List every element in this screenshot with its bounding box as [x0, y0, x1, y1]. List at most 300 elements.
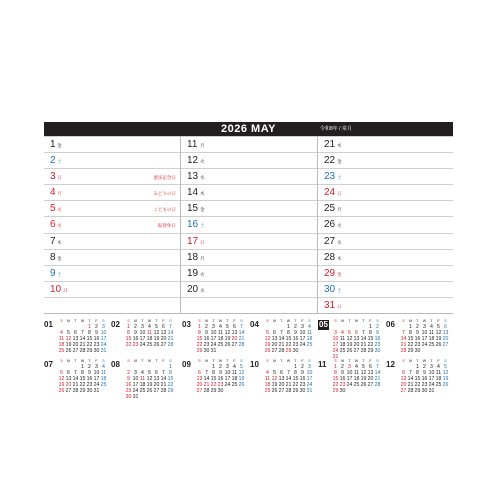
day-weekday: 土 [337, 287, 342, 293]
day-cell[interactable] [44, 136, 180, 152]
mini-day: 9 [127, 376, 130, 382]
mini-day: 13 [278, 376, 285, 382]
day-weekday: 日 [200, 239, 205, 245]
mini-day: 15 [367, 336, 374, 342]
mini-weekday-header: M [205, 319, 208, 323]
day-weekday: 土 [337, 175, 342, 181]
mini-weekday-header: F [95, 359, 98, 363]
day-cell[interactable] [44, 233, 180, 249]
mini-day: 14 [160, 376, 167, 382]
day-weekday: 金 [57, 143, 62, 148]
mini-day: 30 [217, 388, 224, 394]
mini-weekday-header: W [422, 359, 427, 363]
day-cell[interactable] [181, 136, 317, 152]
mini-day: 14 [360, 336, 367, 342]
holiday-label: 憲法記念日 [153, 175, 176, 181]
month-header [44, 122, 453, 136]
day-weekday: 金 [337, 271, 342, 277]
day-cell[interactable] [181, 216, 317, 232]
mini-day: 6 [273, 330, 276, 336]
mini-day: 25 [264, 388, 271, 394]
mini-day: 16 [125, 382, 132, 388]
mini-day: 15 [292, 376, 299, 382]
mini-day: 19 [264, 342, 271, 348]
mini-day: 8 [369, 330, 372, 336]
mini-day: 5 [226, 324, 229, 330]
mini-weekday-header: T [348, 359, 351, 363]
day-weekday: 金 [57, 255, 62, 261]
day-cell[interactable] [318, 281, 453, 297]
day-cell[interactable] [181, 184, 317, 200]
mini-day: 4 [148, 324, 151, 330]
mini-day: 20 [153, 382, 160, 388]
mini-day: 1 [287, 324, 290, 330]
mini-day: 13 [271, 336, 278, 342]
day-cell[interactable] [44, 152, 180, 168]
mini-day: 15 [196, 336, 203, 342]
day-cell[interactable] [44, 184, 180, 200]
mini-day: 19 [346, 342, 353, 348]
mini-day: 16 [93, 336, 100, 342]
mini-day: 16 [339, 376, 346, 382]
day-number: 26 [324, 219, 336, 231]
mini-weekday-header: F [233, 359, 236, 363]
day-weekday: 水 [200, 287, 205, 293]
day-cell[interactable] [318, 216, 453, 232]
day-cell[interactable] [44, 249, 180, 265]
mini-weekday-header: S [444, 359, 447, 363]
mini-day: 8 [88, 330, 91, 336]
mini-day: 14 [374, 370, 381, 376]
mini-weekday-header: S [402, 359, 405, 363]
mini-day: 19 [271, 382, 278, 388]
mini-day: 1 [88, 324, 91, 330]
day-weekday: 土 [200, 223, 205, 229]
mini-day: 3 [423, 324, 426, 330]
mini-weekday-header: T [74, 359, 77, 363]
mini-day: 30 [203, 348, 210, 354]
mini-day: 18 [146, 336, 153, 342]
mini-weekday-header: F [95, 319, 98, 323]
day-weekday: 火 [200, 271, 205, 277]
mini-weekday-header: T [294, 319, 297, 323]
mini-day: 22 [285, 342, 292, 348]
mini-weekday-header: T [416, 319, 419, 323]
mini-day: 17 [428, 376, 435, 382]
mini-day: 21 [285, 382, 292, 388]
mini-day: 27 [153, 388, 160, 394]
mini-day: 2 [134, 324, 137, 330]
mini-day: 25 [306, 342, 313, 348]
mini-day: 4 [437, 364, 440, 370]
mini-day: 17 [346, 376, 353, 382]
mini-day: 4 [430, 324, 433, 330]
mini-day: 3 [348, 364, 351, 370]
mini-month-label: 08 [111, 360, 120, 369]
mini-day: 5 [148, 370, 151, 376]
day-cell[interactable] [181, 281, 317, 297]
mini-day: 4 [341, 330, 344, 336]
day-number: 16 [187, 219, 199, 231]
mini-day: 24 [306, 382, 313, 388]
mini-day: 6 [355, 330, 358, 336]
mini-day: 8 [334, 370, 337, 376]
mini-day: 11 [435, 370, 442, 376]
mini-day: 23 [93, 342, 100, 348]
mini-weekday-header: T [348, 319, 351, 323]
mini-day: 2 [294, 324, 297, 330]
day-weekday: 木 [57, 239, 62, 245]
mini-day: 28 [285, 388, 292, 394]
mini-day: 9 [134, 330, 137, 336]
mini-day: 7 [376, 364, 379, 370]
mini-day: 24 [210, 342, 217, 348]
mini-day: 17 [93, 376, 100, 382]
mini-weekday-header: T [212, 319, 215, 323]
mini-day: 26 [435, 342, 442, 348]
day-cell[interactable] [181, 152, 317, 168]
mini-day: 18 [100, 376, 107, 382]
mini-weekday-header: M [273, 319, 276, 323]
day-weekday: 金 [200, 207, 205, 213]
mini-day: 5 [444, 364, 447, 370]
mini-day: 10 [428, 370, 435, 376]
mini-day: 16 [421, 376, 428, 382]
day-number: 13 [187, 171, 199, 183]
day-number: 30 [324, 283, 336, 295]
mini-day: 22 [167, 382, 174, 388]
mini-day: 30 [339, 388, 346, 394]
mini-day: 29 [367, 348, 374, 354]
mini-day: 3 [334, 330, 337, 336]
mini-day: 21 [79, 342, 86, 348]
mini-day: 24 [100, 342, 107, 348]
day-number: 24 [324, 187, 336, 199]
mini-weekday-header: F [301, 319, 304, 323]
mini-day: 20 [271, 342, 278, 348]
mini-day: 30 [292, 348, 299, 354]
mini-day: 1 [169, 364, 172, 370]
mini-day: 8 [409, 330, 412, 336]
mini-weekday-header: S [127, 359, 130, 363]
mini-weekday-header: F [437, 359, 440, 363]
mini-day: 3 [212, 324, 215, 330]
mini-day: 19 [435, 336, 442, 342]
mini-weekday-header: M [273, 359, 276, 363]
mini-day: 17 [332, 342, 339, 348]
day-cell[interactable] [318, 152, 453, 168]
mini-day: 9 [301, 370, 304, 376]
mini-day: 20 [72, 342, 79, 348]
mini-weekday-header: T [141, 359, 144, 363]
day-cell[interactable] [44, 200, 180, 216]
day-weekday: 火 [337, 223, 342, 229]
mini-month-08 [111, 358, 177, 404]
mini-weekday-header: S [60, 359, 63, 363]
mini-day: 5 [348, 330, 351, 336]
mini-day: 8 [294, 370, 297, 376]
day-cell[interactable] [181, 265, 317, 281]
mini-day: 2 [95, 324, 98, 330]
mini-day: 29 [79, 388, 86, 394]
mini-day: 9 [95, 330, 98, 336]
day-cell[interactable] [181, 200, 317, 216]
day-weekday: 水 [337, 239, 342, 245]
mini-day: 2 [205, 324, 208, 330]
mini-day: 27 [72, 348, 79, 354]
mini-day: 23 [414, 342, 421, 348]
mini-day: 8 [198, 330, 201, 336]
mini-day: 11 [231, 370, 238, 376]
day-cell[interactable] [181, 168, 317, 184]
mini-day: 21 [360, 342, 367, 348]
mini-day: 24 [421, 342, 428, 348]
day-cell[interactable] [44, 168, 180, 184]
mini-day: 30 [86, 388, 93, 394]
day-weekday: 木 [337, 255, 342, 261]
mini-day: 17 [421, 336, 428, 342]
mini-day: 10 [346, 370, 353, 376]
mini-weekday-header: M [67, 359, 70, 363]
mini-month-11 [318, 358, 384, 404]
mini-day: 23 [339, 382, 346, 388]
day-cell[interactable] [318, 136, 453, 152]
mini-day: 3 [226, 364, 229, 370]
mini-day: 10 [421, 330, 428, 336]
mini-day: 16 [374, 336, 381, 342]
mini-day: 16 [203, 336, 210, 342]
mini-day: 4 [60, 330, 63, 336]
mini-day: 2 [416, 324, 419, 330]
mini-day: 16 [299, 376, 306, 382]
mini-day: 2 [423, 364, 426, 370]
mini-day: 6 [74, 330, 77, 336]
mini-day: 11 [139, 376, 146, 382]
day-number: 28 [324, 251, 336, 263]
mini-day: 17 [100, 336, 107, 342]
mini-day: 19 [58, 382, 65, 388]
mini-day: 14 [238, 330, 245, 336]
mini-day: 29 [167, 388, 174, 394]
day-weekday: 日 [337, 191, 342, 197]
mini-weekday-header: F [162, 359, 165, 363]
mini-day: 1 [416, 364, 419, 370]
day-cell[interactable] [44, 216, 180, 232]
day-weekday: 月 [337, 207, 342, 213]
mini-day: 28 [400, 348, 407, 354]
mini-month-label: 11 [318, 360, 327, 369]
mini-day: 2 [88, 364, 91, 370]
mini-day: 22 [79, 382, 86, 388]
mini-day: 13 [160, 330, 167, 336]
mini-day: 7 [362, 330, 365, 336]
mini-day: 24 [224, 382, 231, 388]
mini-weekday-header: F [369, 359, 372, 363]
mini-weekday-header: T [88, 359, 91, 363]
mini-day: 27 [65, 388, 72, 394]
mini-month-label: 04 [250, 320, 259, 329]
mini-day: 9 [376, 330, 379, 336]
mini-weekday-header: S [334, 319, 337, 323]
mini-day: 9 [294, 330, 297, 336]
mini-day: 20 [278, 382, 285, 388]
day-cell[interactable] [181, 249, 317, 265]
mini-day: 27 [400, 388, 407, 394]
day-cell[interactable] [318, 184, 453, 200]
mini-day: 11 [58, 336, 65, 342]
mini-day: 1 [127, 324, 130, 330]
mini-day: 25 [217, 342, 224, 348]
mini-day: 22 [367, 342, 374, 348]
mini-day: 23 [421, 382, 428, 388]
mini-day: 10 [210, 330, 217, 336]
mini-day: 18 [139, 382, 146, 388]
mini-day: 11 [339, 336, 346, 342]
mini-day: 16 [86, 376, 93, 382]
mini-day: 26 [58, 388, 65, 394]
mini-day: 24 [346, 382, 353, 388]
mini-day: 24 [93, 382, 100, 388]
mini-weekday-header: S [376, 359, 379, 363]
mini-day: 19 [65, 342, 72, 348]
mini-weekday-header: S [308, 359, 311, 363]
mini-day: 23 [203, 342, 210, 348]
mini-day: 21 [72, 382, 79, 388]
mini-day: 18 [217, 336, 224, 342]
mini-day: 31 [93, 388, 100, 394]
mini-weekday-header: W [147, 319, 152, 323]
mini-day: 26 [271, 388, 278, 394]
mini-weekday-header: M [409, 319, 412, 323]
mini-day: 5 [437, 324, 440, 330]
mini-weekday-header: S [266, 319, 269, 323]
mini-day: 15 [86, 336, 93, 342]
day-number: 21 [324, 139, 336, 150]
mini-day: 4 [266, 370, 269, 376]
day-cell[interactable] [318, 168, 453, 184]
mini-day: 20 [196, 382, 203, 388]
mini-weekday-header: S [169, 359, 172, 363]
mini-day: 20 [400, 382, 407, 388]
mini-day: 27 [367, 382, 374, 388]
mini-day: 19 [238, 376, 245, 382]
mini-day: 24 [132, 388, 139, 394]
mini-day: 20 [442, 336, 449, 342]
mini-month-07 [44, 358, 110, 404]
day-weekday: 金 [337, 159, 342, 165]
mini-weekday-header: S [102, 319, 105, 323]
mini-day: 3 [301, 324, 304, 330]
mini-weekday-header: T [226, 359, 229, 363]
mini-day: 31 [210, 348, 217, 354]
mini-day: 17 [139, 336, 146, 342]
day-number: 18 [187, 251, 199, 263]
mini-day: 3 [95, 364, 98, 370]
mini-day: 2 [376, 324, 379, 330]
mini-day: 14 [278, 336, 285, 342]
mini-weekday-header: M [134, 359, 137, 363]
mini-weekday-header: T [280, 319, 283, 323]
mini-day: 7 [409, 370, 412, 376]
mini-day: 29 [414, 388, 421, 394]
mini-day: 30 [421, 388, 428, 394]
day-cell[interactable] [318, 249, 453, 265]
mini-day: 10 [93, 370, 100, 376]
mini-day: 13 [65, 376, 72, 382]
day-cell[interactable] [318, 200, 453, 216]
mini-day: 1 [212, 364, 215, 370]
mini-day: 21 [374, 376, 381, 382]
day-cell[interactable] [318, 233, 453, 249]
mini-day: 23 [132, 342, 139, 348]
day-number: 23 [324, 171, 336, 183]
day-number: 4 [50, 187, 56, 199]
mini-month-label: 01 [44, 320, 53, 329]
mini-day: 12 [360, 370, 367, 376]
mini-day: 26 [146, 388, 153, 394]
mini-day: 2 [341, 364, 344, 370]
mini-weekday-header: W [354, 359, 359, 363]
mini-day: 11 [264, 376, 271, 382]
mini-weekday-header: F [437, 319, 440, 323]
mini-day: 11 [100, 370, 107, 376]
mini-day: 29 [210, 388, 217, 394]
mini-day: 18 [264, 382, 271, 388]
day-cell[interactable] [318, 265, 453, 281]
mini-day: 13 [367, 370, 374, 376]
mini-weekday-header: T [141, 319, 144, 323]
day-number: 1 [50, 139, 56, 150]
mini-day: 28 [167, 342, 174, 348]
mini-day: 22 [332, 382, 339, 388]
mini-day: 24 [332, 348, 339, 354]
day-number: 14 [187, 187, 199, 199]
mini-weekday-header: W [80, 319, 85, 323]
day-weekday: 火 [57, 207, 62, 213]
mini-day: 4 [102, 364, 105, 370]
mini-day: 24 [299, 342, 306, 348]
mini-month-label: 12 [386, 360, 395, 369]
day-column-1 [44, 136, 180, 313]
mini-day: 8 [287, 330, 290, 336]
mini-day: 18 [339, 342, 346, 348]
mini-month-label: 07 [44, 360, 53, 369]
day-number: 12 [187, 155, 199, 167]
mini-day: 13 [353, 336, 360, 342]
mini-day: 25 [339, 348, 346, 354]
mini-weekday-header: M [67, 319, 70, 323]
day-weekday: 月 [200, 143, 205, 148]
mini-day: 12 [264, 336, 271, 342]
mini-day: 8 [212, 370, 215, 376]
mini-weekday-header: T [155, 319, 158, 323]
mini-day: 28 [360, 348, 367, 354]
mini-day: 28 [374, 382, 381, 388]
mini-day: 25 [435, 382, 442, 388]
mini-day: 25 [428, 342, 435, 348]
mini-day: 28 [278, 348, 285, 354]
mini-day: 26 [442, 382, 449, 388]
month-title: 2026 MAY [221, 123, 276, 135]
day-cell[interactable] [181, 233, 317, 249]
mini-day: 24 [428, 382, 435, 388]
mini-day: 4 [219, 324, 222, 330]
mini-day: 16 [132, 336, 139, 342]
day-cell[interactable] [44, 265, 180, 281]
day-cell[interactable] [44, 281, 180, 297]
mini-day: 7 [169, 324, 172, 330]
day-cell[interactable] [318, 297, 453, 313]
